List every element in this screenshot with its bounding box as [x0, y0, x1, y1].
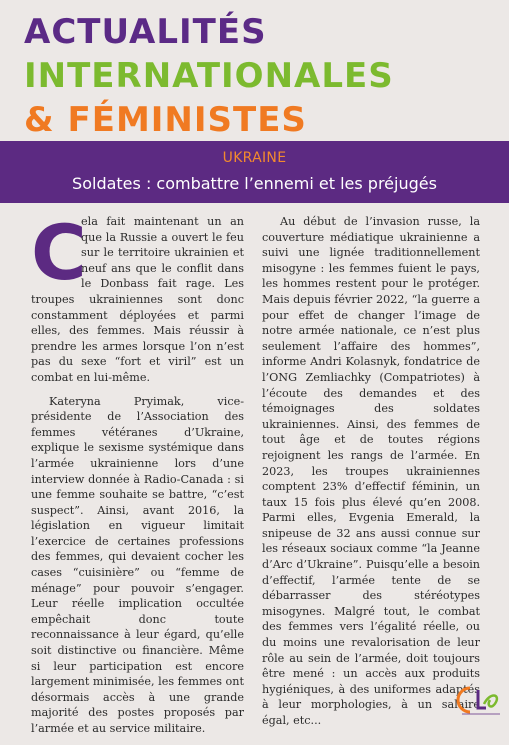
masthead-line-1: ACTUALITÉS	[24, 12, 267, 52]
masthead	[24, 10, 394, 142]
drop-cap: C	[31, 208, 87, 297]
article-paragraph: Kateryna Pryimak, vice-présidente de l’Association des femmes vétéranes d’Ukraine, explique le sexisme systémique dans l’armée ukrainienne lors d’une interview donnée à Radio-Canada : si une femme souhaite se battre, “c’est suspect”. Ainsi, avant 2016, la législation en vigueur limitait l’exercice de certaines professions des femmes, qui devaient cocher les cases “cuisinière” ou “femme de ménage” pour pouvoir s’engager. Leur réelle implication occultée empêchait donc toute reconnaissance à leur égard, qu’elle soit distinctive ou financière. Même si leur participation est encore largement minimisée, les femmes ont désormais accès à une grande majorité des postes proposés par l’armée et au service militaire.	[31, 394, 244, 735]
article-headline: Soldates : combattre l’ennemi et les préjugés	[72, 174, 437, 193]
section-banner	[0, 141, 509, 203]
organization-logo-icon	[456, 684, 502, 716]
paragraph-text: ela fait maintenant un an que la Russie a ouvert le feu sur le territoire ukrainien et neuf ans que le conflit dans le Donbass fait rage. Les troupes ukrainiennes sont donc constamment déployées et parmi elles, des femmes. Mais réussir à prendre les armes lorsque l’on n’est pas du sexe “fort et viril” est un combat en lui-même.	[31, 215, 244, 384]
article-paragraph	[31, 208, 244, 386]
masthead-line-3: & FÉMINISTES	[24, 100, 307, 140]
article-column-left	[31, 208, 244, 745]
article-column-right	[262, 214, 480, 737]
article-paragraph: Au début de l’invasion russe, la couverture médiatique ukrainienne a suivi une lignée traditionnellement misogyne : les femmes fuient le pays, les hommes restent pour le protéger. Mais depuis février 2022, “la guerre a pour effet de changer l’image de notre armée nationale, ce n’est plus seulement l’affaire des hommes”, informe Andri Kolasnyk, fondatrice de l’ONG Zemliachky (Compatriotes) à l’écoute des demandes et des témoignages des soldates ukrainiennes. Ainsi, des femmes de tout âge et de toutes régions rejoignent les rangs de l’armée. En 2023, les troupes ukrainiennes comptent 23% d’effectif féminin, un taux 15 fois plus élevé qu’en 2008. Parmi elles, Evgenia Emerald, la snipeuse de 32 ans aussi connue sur les réseaux sociaux comme “la Jeanne d’Arc d’Ukraine”. Puisqu’elle a besoin d’effectif, l’armée tente de se débarrasser des stéréotypes misogynes. Malgré tout, le combat des femmes vers l’égalité réelle, ou du moins une revalorisation de leur rôle au sein de l’armée, doit toujours être mené : un accès aux produits hygiéniques, à des uniformes adaptés à leur morphologies, à un salaire égal, etc...	[262, 215, 480, 727]
section-kicker: UKRAINE	[222, 150, 287, 166]
masthead-line-2: INTERNATIONALES	[24, 56, 394, 96]
